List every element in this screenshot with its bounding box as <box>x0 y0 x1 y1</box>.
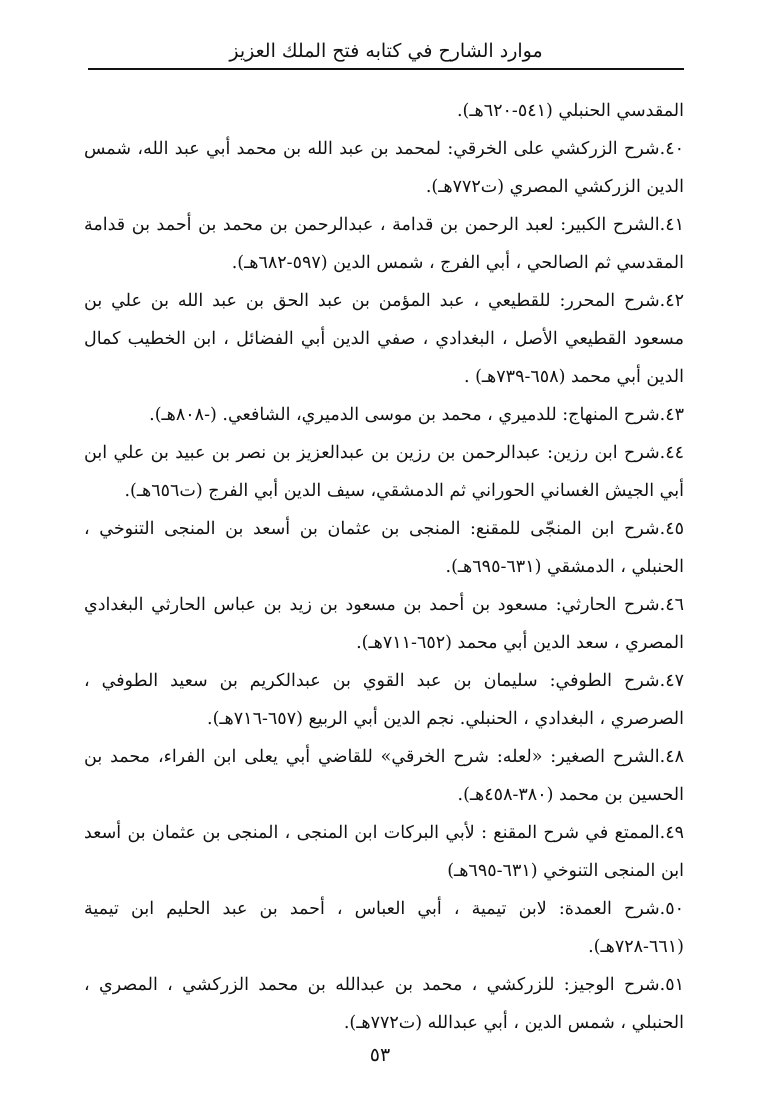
entry-51 <box>84 966 684 1042</box>
entry-41 <box>84 206 684 282</box>
entry-text: شرح الطوفي: سليمان بن عبد القوي بن عبدالكريم بن سعيد الطوفي ، الصرصري ، البغدادي ، الحنبلي. نجم الدين أبي الربيع (٦٥٧-٧١٦هـ). <box>84 671 684 729</box>
entry-number: ٤٧. <box>659 671 684 691</box>
entry-number: ٤٣. <box>659 405 684 425</box>
entry-40 <box>84 130 684 206</box>
continuation-line: المقدسي الحنبلي (٥٤١-٦٢٠هـ). <box>456 101 684 121</box>
entry-48 <box>84 738 684 814</box>
entry-49 <box>84 814 684 890</box>
entry-text: الممتع في شرح المقنع : لأبي البركات ابن المنجى ، المنجى بن عثمان بن أسعد ابن المنجى التنوخي (٦٣١-٦٩٥هـ) <box>84 823 684 881</box>
entry-number: ٤٨. <box>659 747 684 767</box>
entry-number: ٥٠. <box>659 899 685 919</box>
running-header: موارد الشارح في كتابه فتح الملك العزيز <box>229 40 543 62</box>
entry-46 <box>84 586 684 662</box>
entry-number: ٤٤. <box>659 443 684 463</box>
entry-number: ٤٩. <box>659 823 684 843</box>
entry-text: شرح المنهاج: للدميري ، محمد بن موسى الدميري، الشافعي. (-٨٠٨هـ). <box>149 405 660 425</box>
entry-47 <box>84 662 684 738</box>
entry-number: ٤١. <box>659 215 684 235</box>
entry-text: الشرح الكبير: لعبد الرحمن بن قدامة ، عبدالرحمن بن محمد بن أحمد بن قدامة المقدسي ثم الصالحي ، أبي الفرج ، شمس الدين (٥٩٧-٦٨٢هـ). <box>84 215 684 273</box>
header-rule <box>88 68 684 70</box>
entry-text: شرح الحارثي: مسعود بن أحمد بن مسعود بن زيد بن عباس الحارثي البغدادي المصري ، سعد الدين أبي محمد (٦٥٢-٧١١هـ). <box>84 595 684 653</box>
entry-text: شرح العمدة: لابن تيمية ، أبي العباس ، أحمد بن عبد الحليم ابن تيمية (٦٦١-٧٢٨هـ). <box>84 899 684 957</box>
entry-number: ٤٢. <box>659 291 684 311</box>
entry-43 <box>84 396 684 434</box>
entry-number: ٤٥. <box>659 519 684 539</box>
entry-50 <box>84 890 684 966</box>
entry-45 <box>84 510 684 586</box>
entries-list <box>84 92 684 1042</box>
entry-text: شرح الزركشي على الخرقي: لمحمد بن عبد الله بن محمد أبي عبد الله، شمس الدين الزركشي المصري (ت٧٧٢هـ). <box>84 139 684 197</box>
entry-text: شرح ابن رزين: عبدالرحمن بن رزين بن عبدالعزيز بن نصر بن عبيد بن علي ابن أبي الجيش الغساني الحوراني ثم الدمشقي، سيف الدين أبي الفرج (ت٦٥٦هـ). <box>84 443 684 501</box>
entry-text: شرح الوجيز: للزركشي ، محمد بن عبدالله بن محمد الزركشي ، المصري ، الحنبلي ، شمس الدين ، أبي عبدالله (ت٧٧٢هـ). <box>84 975 684 1033</box>
entry-text: الشرح الصغير: «لعله: شرح الخرقي» للقاضي أبي يعلى ابن الفراء، محمد بن الحسين بن محمد (٣٨٠-٤٥٨هـ). <box>84 747 684 805</box>
entry-44 <box>84 434 684 510</box>
entry-42 <box>84 282 684 396</box>
page-number: ٥٣ <box>369 1044 391 1066</box>
entry-text: شرح ابن المنجّى للمقنع: المنجى بن عثمان بن أسعد بن المنجى التنوخي ، الحنبلي ، الدمشقي (٦٣١-٦٩٥هـ). <box>84 519 684 577</box>
entry-number: ٤٠. <box>659 139 684 159</box>
entry-number: ٥١. <box>659 975 684 995</box>
entry-text: شرح المحرر: للقطيعي ، عبد المؤمن بن عبد الحق بن عبد الله بن علي بن مسعود القطيعي الأصل ، البغدادي ، صفي الدين أبي الفضائل ، ابن الخطيب كمال الدين أبي محمد (٦٥٨-٧٣٩هـ) . <box>84 291 684 387</box>
entry-number: ٤٦. <box>659 595 684 615</box>
